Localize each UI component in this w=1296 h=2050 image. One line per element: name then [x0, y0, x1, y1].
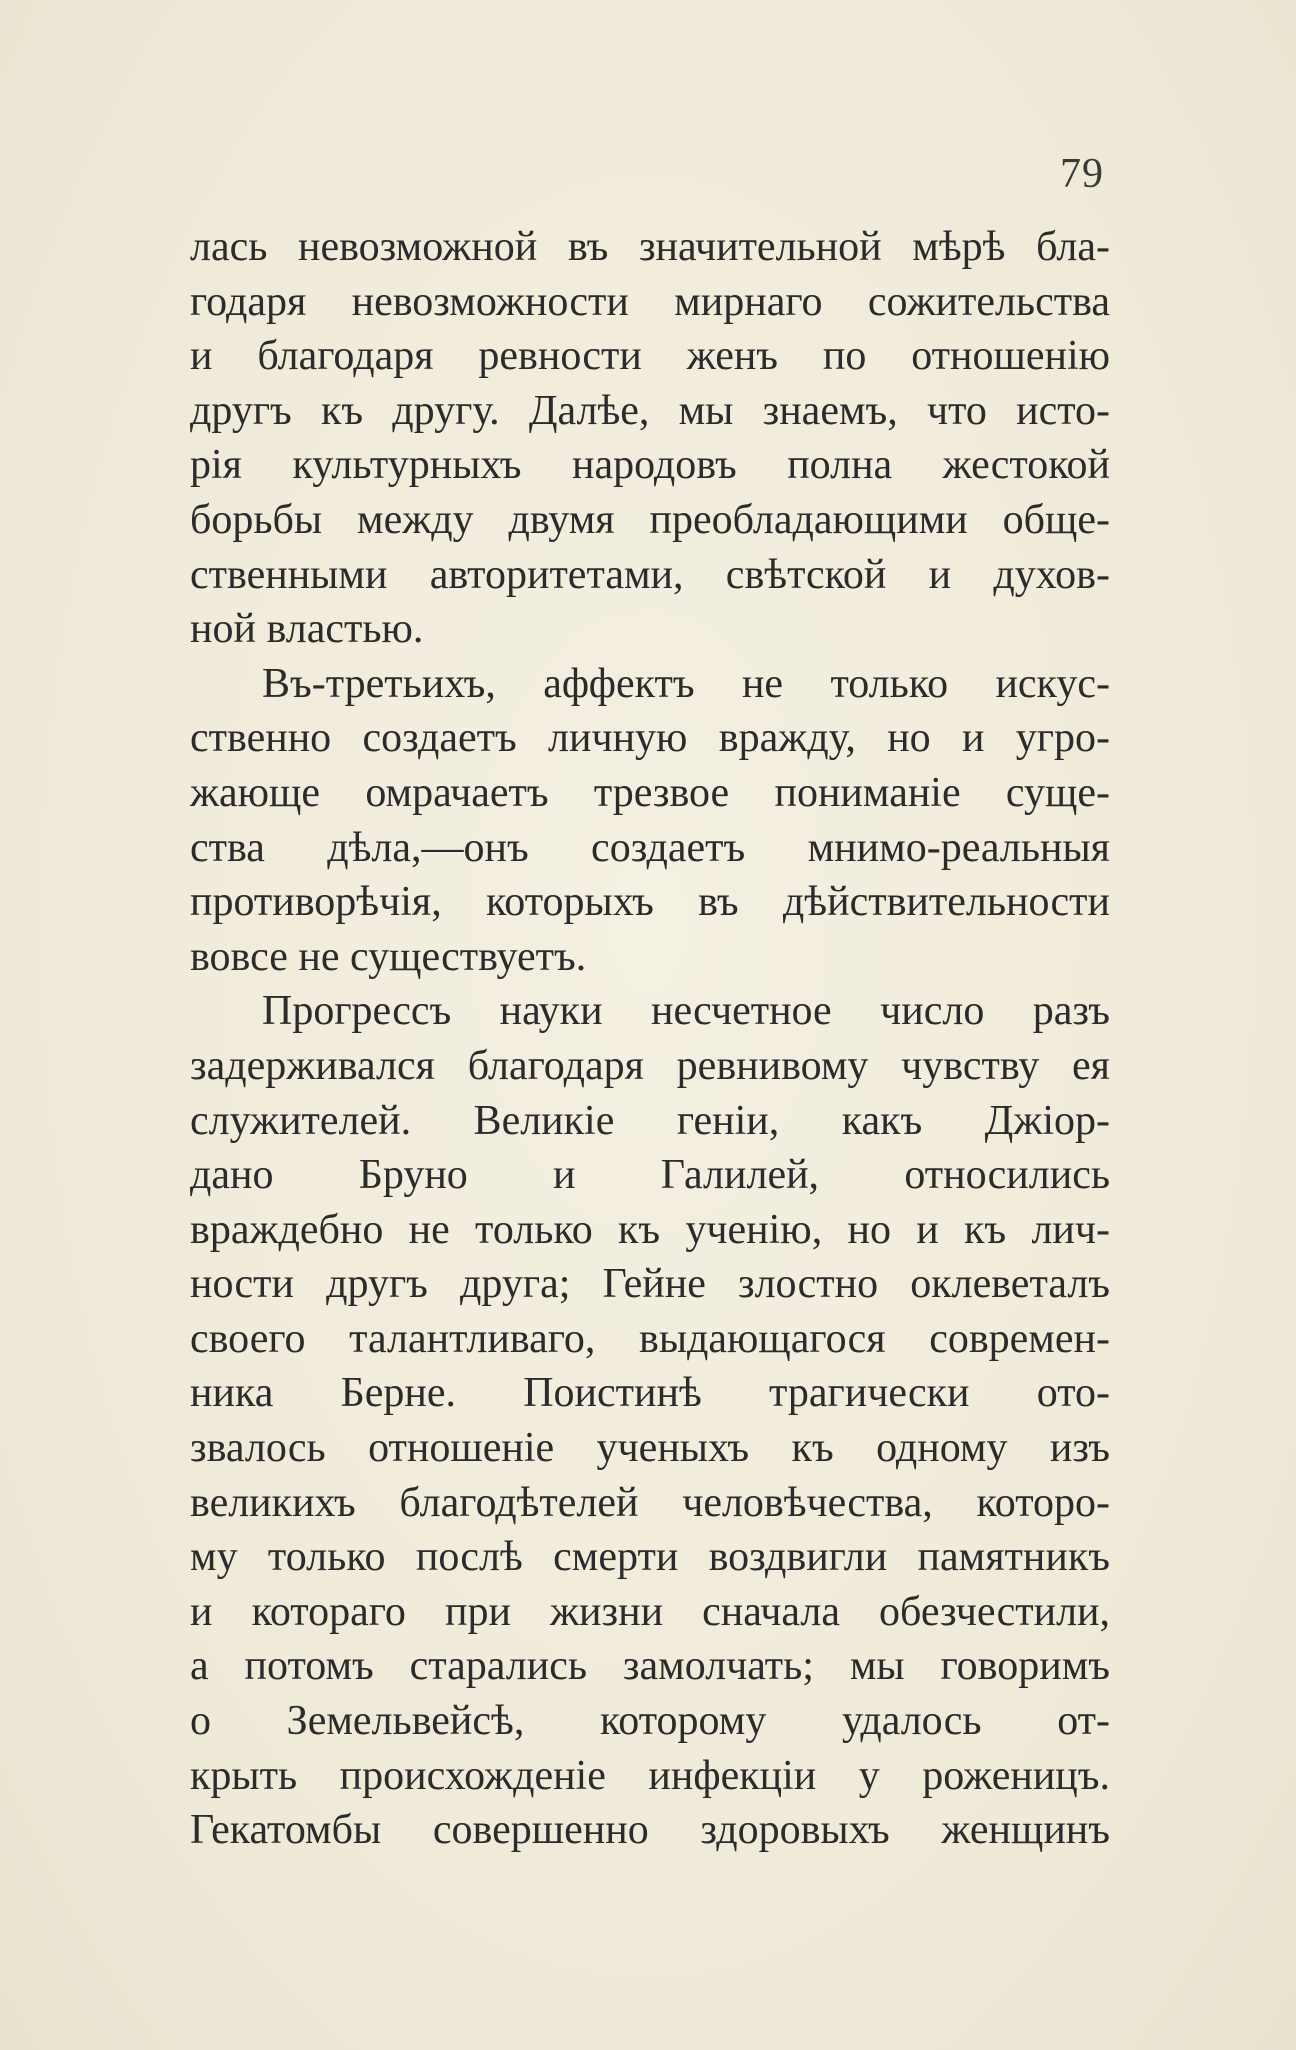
text-line: борьбы между двумя преобладающими обще- [190, 496, 1110, 543]
text-line: лась невозможной въ значительной мѣрѣ бла- [190, 224, 1110, 270]
text-line: ства дѣла,—онъ создаетъ мнимо-реальныя [190, 824, 1110, 871]
text-line: крыть происхожденіе инфекціи у роженицъ. [190, 1752, 1110, 1799]
text-line: враждебно не только къ ученію, но и къ лич- [190, 1206, 1110, 1253]
text-line: Гекатомбы совершенно здоровыхъ женщинъ [190, 1807, 1110, 1854]
text-line: Прогрессъ науки несчетное число разъ [262, 988, 1110, 1035]
text-line: великихъ благодѣтелей человѣчества, которо- [190, 1479, 1110, 1526]
text-line: жающе омрачаетъ трезвое пониманіе суще- [190, 769, 1110, 816]
text-line: задерживался благодаря ревнивому чувству ея [190, 1042, 1110, 1089]
text-line: Въ-третьихъ, аффектъ не только искус- [262, 660, 1110, 707]
text-line: ной властью. [190, 606, 424, 653]
text-line: своего талантливаго, выдающагося современ- [190, 1315, 1110, 1362]
text-line: ственными авторитетами, свѣтской и духов- [190, 551, 1110, 598]
text-line: ника Берне. Поистинѣ трагически ото- [190, 1370, 1110, 1417]
text-line: другъ къ другу. Далѣе, мы знаемъ, что исто- [190, 387, 1110, 434]
text-line: служителей. Великіе геніи, какъ Джіор- [190, 1097, 1110, 1144]
text-line: противорѣчія, которыхъ въ дѣйствительности [190, 879, 1110, 926]
text-line: вовсе не существуетъ. [190, 933, 587, 980]
text-line: му только послѣ смерти воздвигли памятникъ [190, 1534, 1110, 1581]
text-line: дано Бруно и Галилей, относились [190, 1152, 1110, 1199]
text-line: годаря невозможности мирнаго сожительства [190, 278, 1110, 325]
text-line: ственно создаетъ личную вражду, но и угро- [190, 715, 1110, 762]
text-line: о Земельвейсѣ, которому удалось от- [190, 1698, 1110, 1745]
body-text [190, 220, 1110, 1858]
text-line: рія культурныхъ народовъ полна жестокой [190, 442, 1110, 489]
page-number: 79 [1060, 151, 1104, 197]
text-line: и котораго при жизни сначала обезчестили, [190, 1588, 1110, 1635]
text-line: ности другъ друга; Гейне злостно оклеветалъ [190, 1261, 1110, 1308]
text-line: а потомъ старались замолчать; мы говоримъ [190, 1643, 1110, 1690]
text-line: и благодаря ревности женъ по отношенію [190, 333, 1110, 380]
text-line: звалось отношеніе ученыхъ къ одному изъ [190, 1425, 1110, 1472]
